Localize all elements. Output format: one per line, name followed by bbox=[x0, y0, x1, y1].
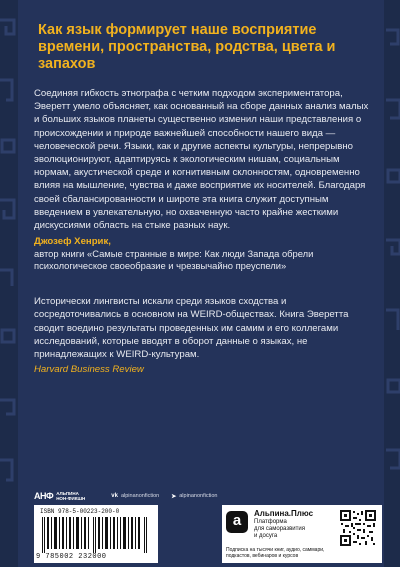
alpina-plus-title: Альпина.Плюс bbox=[254, 509, 314, 518]
review-paragraph-2: Исторически лингвисты искали среди языков сходства и сосредоточивались в основном на WEIRD-обществах. Книга Эверетта сводит воедино результаты проведенных им самим и его коллегами исследований, которые вводят в оборот данные о языках, не принадлежащих к WEIRD-культурам. bbox=[34, 296, 349, 361]
review-source: Harvard Business Review bbox=[34, 364, 144, 376]
alpina-plus-description: Подписка на тысячи книг, аудио, саммари, подкастов, вебинаров и курсов bbox=[226, 547, 325, 559]
review-author-name: Джозеф Хенрик, bbox=[34, 236, 111, 248]
qr-code-icon bbox=[339, 509, 377, 547]
telegram-icon: ➤ bbox=[171, 493, 177, 500]
publisher-logo-text: АЛЬПИНА НОН-ФИКШН bbox=[56, 491, 86, 501]
review-author-description: автор книги «Самые странные в мире: Как люди Запада обрели психологическое своеобразие и чрезвычайно преуспели» bbox=[34, 248, 314, 271]
alpina-plus-block bbox=[222, 505, 382, 563]
social-links bbox=[111, 493, 229, 500]
back-cover-content bbox=[34, 22, 374, 375]
barcode-image bbox=[38, 517, 154, 553]
vk-handle: alpinanonfiction bbox=[120, 493, 160, 499]
barcode-block bbox=[34, 505, 158, 563]
isbn-text: ISBN 978-5-00223-200-0 bbox=[40, 508, 120, 515]
vk-icon: vk bbox=[111, 493, 118, 499]
review-paragraph-1: Соединяя гибкость этнографа с четким подходом экспериментатора, Эверетт умело объясняет, как основанный на сборе данных анализ малых и больших языков планеты существенно изменил наши представления о происхождении и природе важнейшей способности нашего вида — человеческой речи. Языки, как и другие аспекты культуры, непрерывно эволюционируют, адаптируясь к экологическим нишам, социальным нормам, акустической среде и когнитивным склонностям, одновременно влияя на мышление, чувства и даже восприятие их носителей. Благодаря своей сбалансированности и широте эта книга служит доступным введением в увлекательную, но охваченную часто крайне жесткими дискуссиями область на стыке разных наук. bbox=[34, 88, 369, 232]
publisher-logo-icon: АНФ bbox=[34, 491, 54, 501]
alpina-plus-subtitle: Платформа для саморазвития и досуга bbox=[254, 519, 305, 539]
headline: Как язык формирует наше восприятие времени, пространства, родства, цвета и запахов bbox=[38, 22, 336, 72]
publisher-footer bbox=[34, 489, 374, 503]
barcode-number: 9 785002 232000 bbox=[36, 553, 107, 561]
telegram-handle: alpinanonfiction bbox=[179, 493, 218, 499]
alpina-plus-logo-icon: а bbox=[226, 511, 248, 533]
